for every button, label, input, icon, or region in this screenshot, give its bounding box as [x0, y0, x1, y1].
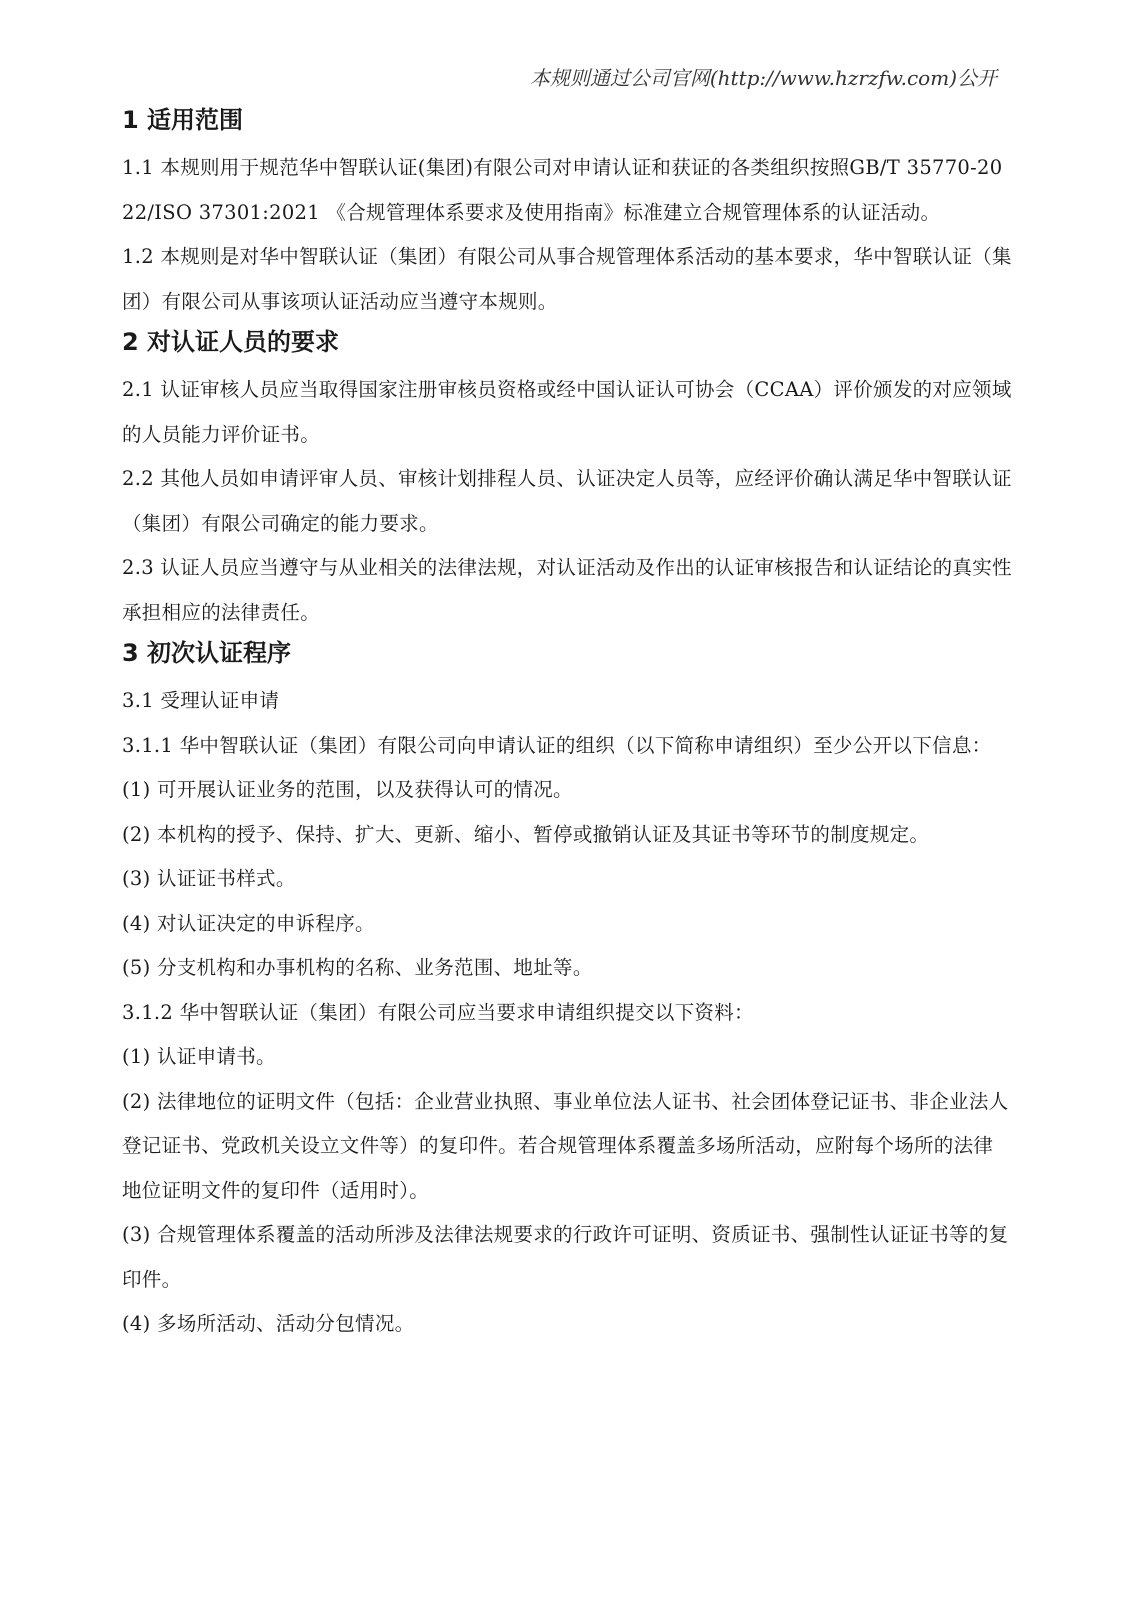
paragraph-3-1-2: 3.1.2 华中智联认证（集团）有限公司应当要求申请组织提交以下资料： — [122, 1000, 754, 1024]
paragraph-1-1: 1.1 本规则用于规范华中智联认证(集团)有限公司对申请认证和获证的各类组织按照GB/T 35770-2022/ISO 37301:2021 《合规管理体系要求及使用指南》标准建立合规管理体系的认证活动。 — [122, 156, 1003, 224]
list-item-3-1-1-c: (3) 认证证书样式。 — [122, 867, 296, 890]
header-note: 本规则通过公司官网(http://www.hzrzfw.com)公开 — [529, 66, 997, 90]
list-item-3-1-2-a: (1) 认证申请书。 — [122, 1045, 276, 1068]
paragraph-2-3: 2.3 认证人员应当遵守与从业相关的法律法规，对认证活动及作出的认证审核报告和认证结论的真实性承担相应的法律责任。 — [122, 556, 1012, 624]
paragraph-3-1-1: 3.1.1 华中智联认证（集团）有限公司向申请认证的组织（以下简称申请组织）至少公开以下信息： — [122, 733, 992, 757]
list-item-3-1-1-a: (1) 可开展认证业务的范围，以及获得认可的情况。 — [122, 778, 573, 801]
paragraph-3-1: 3.1 受理认证申请 — [122, 689, 280, 712]
list-item-3-1-2-d: (4) 多场所活动、活动分包情况。 — [122, 1312, 415, 1335]
section-heading-2: 2 对认证人员的要求 — [122, 328, 340, 356]
section-heading-1: 1 适用范围 — [122, 106, 244, 134]
list-item-3-1-1-d: (4) 对认证决定的申诉程序。 — [122, 911, 375, 935]
section-heading-3: 3 初次认证程序 — [122, 639, 292, 667]
list-item-3-1-1-b: (2) 本机构的授予、保持、扩大、更新、缩小、暂停或撤销认证及其证书等环节的制度规定。 — [122, 822, 930, 846]
list-item-3-1-2-b: (2) 法律地位的证明文件（包括：企业营业执照、事业单位法人证书、社会团体登记证书、非企业法人登记证书、党政机关设立文件等）的复印件。若合规管理体系覆盖多场所活动，应附每个场所的法律地位证明文件的复印件（适用时）。 — [122, 1089, 1009, 1202]
list-item-3-1-2-c: (3) 合规管理体系覆盖的活动所涉及法律法规要求的行政许可证明、资质证书、强制性认证证书等的复印件。 — [122, 1223, 1009, 1291]
paragraph-1-2: 1.2 本规则是对华中智联认证（集团）有限公司从事合规管理体系活动的基本要求，华中智联认证（集团）有限公司从事该项认证活动应当遵守本规则。 — [122, 245, 1012, 313]
paragraph-2-2: 2.2 其他人员如申请评审人员、审核计划排程人员、认证决定人员等，应经评价确认满足华中智联认证（集团）有限公司确定的能力要求。 — [122, 467, 1012, 535]
document-body — [122, 102, 1012, 1347]
list-item-3-1-1-e: (5) 分支机构和办事机构的名称、业务范围、地址等。 — [122, 956, 593, 979]
paragraph-2-1: 2.1 认证审核人员应当取得国家注册审核员资格或经中国认证认可协会（CCAA）评价颁发的对应领域的人员能力评价证书。 — [122, 378, 1012, 446]
